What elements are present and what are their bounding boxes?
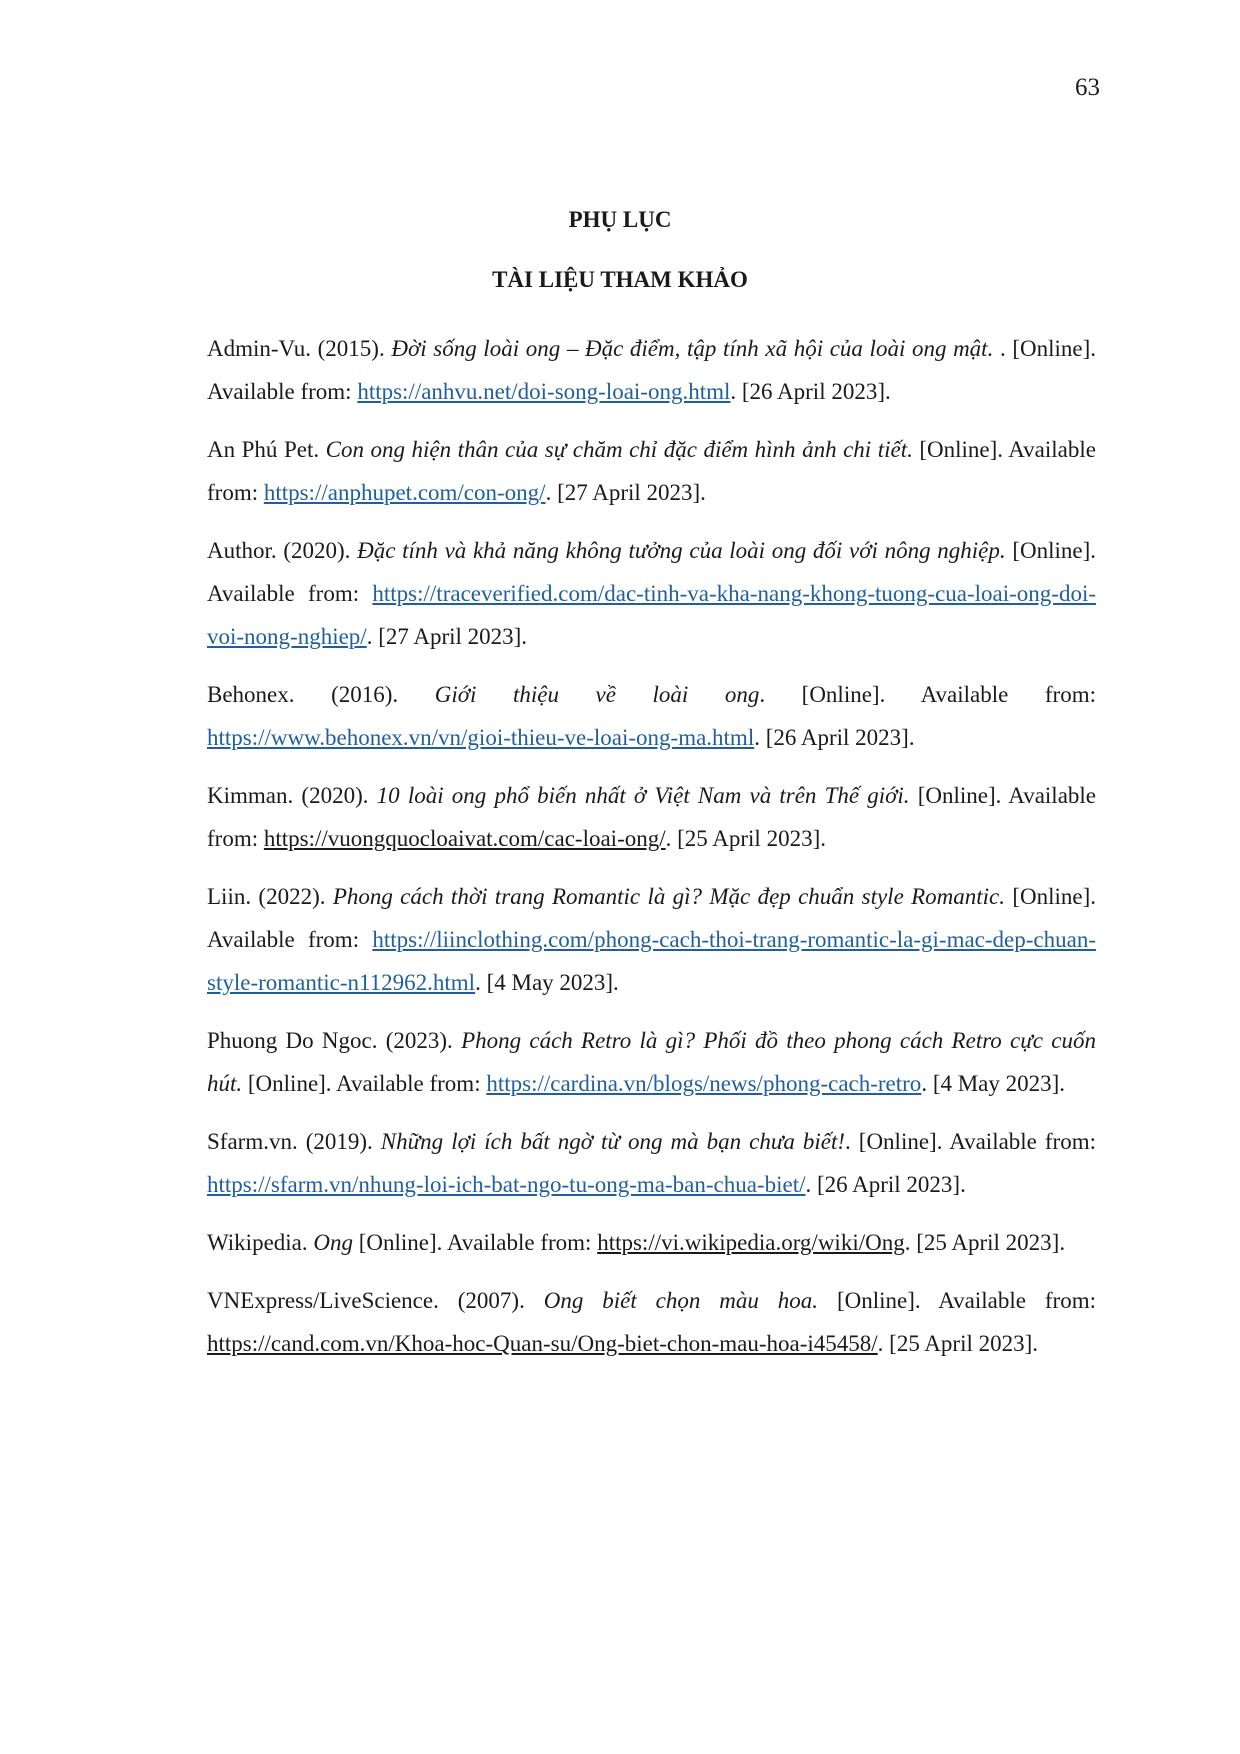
- reference-title: Giới thiệu về loài ong: [434, 682, 760, 707]
- reference-author-year: Admin-Vu. (2015).: [207, 336, 392, 361]
- reference-list: [207, 327, 1096, 1380]
- reference-online: [Online]. Available from:: [207, 538, 1096, 606]
- reference-author-year: Phuong Do Ngoc. (2023).: [207, 1028, 462, 1053]
- reference-link[interactable]: https://sfarm.vn/nhung-loi-ich-bat-ngo-tu-ong-ma-ban-chua-biet/: [207, 1172, 806, 1197]
- reference-author-year: VNExpress/LiveScience. (2007).: [207, 1288, 544, 1313]
- reference-item: [207, 1279, 1096, 1365]
- reference-item: [207, 1019, 1096, 1105]
- reference-online: [Online]. Available from:: [207, 437, 1096, 505]
- reference-link[interactable]: https://cand.com.vn/Khoa-hoc-Quan-su/Ong-biet-chon-mau-hoa-i45458/: [207, 1331, 878, 1356]
- reference-online: [Online]. Available from:: [242, 1071, 487, 1096]
- reference-item: [207, 529, 1096, 658]
- reference-access-date: . [26 April 2023].: [730, 379, 891, 404]
- reference-link[interactable]: https://vi.wikipedia.org/wiki/Ong: [597, 1230, 905, 1255]
- reference-author-year: Kimman. (2020).: [207, 783, 377, 808]
- reference-access-date: . [25 April 2023].: [665, 826, 826, 851]
- reference-title: Phong cách Retro là gì? Phối đồ theo phong cách Retro cực cuốn hút.: [207, 1028, 1096, 1096]
- reference-access-date: . [27 April 2023].: [545, 480, 706, 505]
- reference-online: [Online]. Available from:: [818, 1288, 1096, 1313]
- reference-title: Phong cách thời trang Romantic là gì? Mặc đẹp chuẩn style Romantic.: [332, 884, 1006, 909]
- reference-item: [207, 774, 1096, 860]
- reference-item: [207, 327, 1096, 413]
- reference-author-year: Wikipedia.: [207, 1230, 314, 1255]
- reference-link[interactable]: https://anphupet.com/con-ong/: [263, 480, 546, 505]
- reference-access-date: . [25 April 2023].: [904, 1230, 1066, 1255]
- reference-link[interactable]: https://vuongquocloaivat.com/cac-loai-ong/: [263, 826, 666, 851]
- reference-access-date: . [27 April 2023].: [366, 624, 528, 649]
- reference-online: [Online]. Available from:: [207, 783, 1096, 851]
- page-title: PHỤ LỤC: [568, 207, 672, 232]
- reference-title: Đặc tính và khả năng không tưởng của loài ong đối với nông nghiệp.: [357, 538, 1006, 563]
- reference-online: . [Online]. Available from:: [759, 682, 1096, 707]
- reference-link[interactable]: https://traceverified.com/dac-tinh-va-kha-nang-khong-tuong-cua-loai-ong-doi-voi-nong-nghiep/: [207, 581, 1096, 649]
- reference-author-year: Author. (2020).: [207, 538, 358, 563]
- reference-item: [207, 673, 1096, 759]
- reference-title: Đời sống loài ong – Đặc điểm, tập tính xã hội của loài ong mật.: [391, 336, 1000, 361]
- reference-link[interactable]: https://liinclothing.com/phong-cach-thoi-trang-romantic-la-gi-mac-dep-chuan-style-romantic-n112962.html: [207, 927, 1096, 995]
- reference-link[interactable]: https://anhvu.net/doi-song-loai-ong.html: [357, 379, 731, 404]
- reference-online: . [Online]. Available from:: [207, 336, 1096, 404]
- reference-online: [Online]. Available from:: [353, 1230, 598, 1255]
- reference-title: Ong biết chọn màu hoa.: [543, 1288, 819, 1313]
- reference-title: 10 loài ong phổ biến nhất ở Việt Nam và trên Thế giới.: [376, 783, 910, 808]
- page-number: 63: [1075, 74, 1100, 101]
- reference-link[interactable]: https://cardina.vn/blogs/news/phong-cach-retro: [486, 1071, 922, 1096]
- reference-access-date: . [26 April 2023].: [754, 725, 915, 750]
- section-title: TÀI LIỆU THAM KHẢO: [492, 267, 748, 292]
- reference-access-date: . [4 May 2023].: [475, 970, 619, 995]
- reference-item: [207, 1221, 1096, 1264]
- reference-online: [Online]. Available from:: [207, 884, 1097, 952]
- reference-title: Những lợi ích bất ngờ từ ong mà bạn chưa biết!: [380, 1129, 846, 1154]
- reference-author-year: Behonex. (2016).: [207, 682, 435, 707]
- reference-access-date: . [25 April 2023].: [877, 1331, 1039, 1356]
- reference-access-date: . [26 April 2023].: [805, 1172, 966, 1197]
- reference-title: Con ong hiện thân của sự chăm chỉ đặc điểm hình ảnh chi tiết.: [325, 437, 913, 462]
- reference-title: Ong: [313, 1230, 353, 1255]
- reference-access-date: . [4 May 2023].: [921, 1071, 1066, 1096]
- reference-author-year: Sfarm.vn. (2019).: [207, 1129, 381, 1154]
- reference-online: . [Online]. Available from:: [845, 1129, 1096, 1154]
- reference-author-year: Liin. (2022).: [207, 884, 333, 909]
- reference-item: [207, 428, 1096, 514]
- reference-item: [207, 875, 1096, 1004]
- reference-item: [207, 1120, 1096, 1206]
- reference-author-year: An Phú Pet.: [207, 437, 326, 462]
- reference-link[interactable]: https://www.behonex.vn/vn/gioi-thieu-ve-loai-ong-ma.html: [207, 725, 755, 750]
